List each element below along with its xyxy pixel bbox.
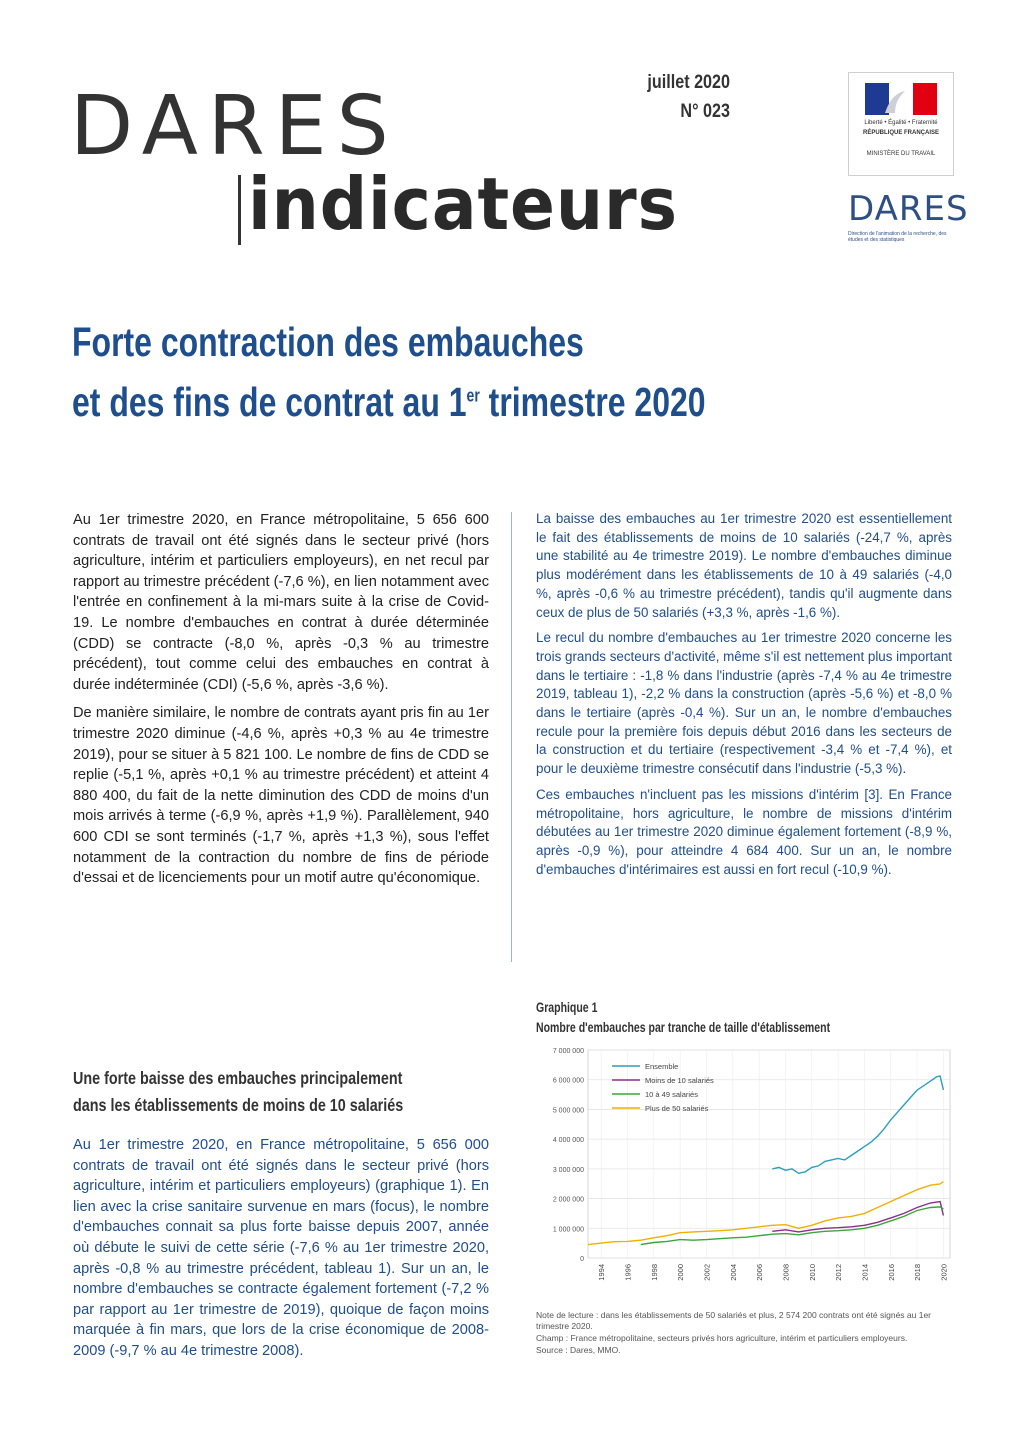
intro-paragraph-1: Au 1er trimestre 2020, en France métropolitaine, 5 656 600 contrats de travail ont été signés dans le secteur privé (hors agriculture, intérim et particuliers employeurs), en net recul par rapport au trimestre précédent (-7,6 %), en lien notamment avec l'entrée en confinement à la mi-mars suite à la crise de Covid-19. Le nombre d'embauches en contrat à durée déterminée (CDD) se contracte (-8,0 %, après -0,3 % au trimestre précédent), tout comme celui des embauches en contrat à durée indéterminée (CDI) (-5,6 %, après -3,6 %). <box>73 512 489 693</box>
x-tick-label: 2008 <box>781 1264 791 1281</box>
title-line2-suffix: trimestre 2020 <box>479 379 706 425</box>
x-tick-label: 2010 <box>807 1264 817 1281</box>
legend-label: Moins de 10 salariés <box>645 1076 714 1085</box>
embauches-line-chart <box>532 1044 962 1300</box>
column-divider <box>511 512 512 962</box>
chart-title: Nombre d'embauches par tranche de taille d'établissement <box>536 1020 831 1035</box>
chart-label: Graphique 1 <box>536 1000 598 1015</box>
dares-logo-tagline: Direction de l'animation de la recherche, des études et des statistiques <box>848 231 947 243</box>
x-tick-label: 2002 <box>702 1264 712 1281</box>
logo-motto: Liberté • Égalité • Fraternité <box>864 120 938 126</box>
x-tick-label: 1994 <box>597 1264 607 1281</box>
chart-note-lecture: Note de lecture : dans les établissements de 50 salariés et plus, 2 574 200 contrats ont été signés au 1er trimestre 2020. <box>536 1310 932 1331</box>
legend-label: Plus de 50 salariés <box>645 1104 709 1113</box>
section-paragraph-1: Au 1er trimestre 2020, en France métropolitaine, 5 656 000 contrats de travail ont été signés dans le secteur privé (hors agriculture, intérim et particuliers employeurs) (graphique 1). En lien avec la crise sanitaire survenue en mars (focus), le nombre d'embauches connait sa plus forte baisse depuis 2007, année où débute le suivi de cette série (-7,6 % au 1er trimestre 2020, après -0,8 % au trimestre précédent, tableau 1). Sur un an, le nombre d'embauches se contracte également fortement (-7,2 % par rapport au 1er trimestre de 2019), quoique de façon moins marquée à fin mars, que lors de la crise économique de 2008-2009 (-9,7 % au 4e trimestre 2008). <box>73 1137 489 1359</box>
y-tick-label: 6 000 000 <box>552 1077 584 1085</box>
section-heading-line2: dans les établissements de moins de 10 salariés <box>73 1095 404 1115</box>
y-tick-label: 5 000 000 <box>552 1107 584 1115</box>
plot-area <box>588 1050 950 1258</box>
x-tick-label: 2014 <box>860 1264 870 1281</box>
chart-note-champ: Champ : France métropolitaine, secteurs privés hors agriculture, intérim et particuliers employeurs. <box>536 1333 908 1343</box>
right-paragraph-2: Le recul du nombre d'embauches au 1er trimestre 2020 concerne les trois grands secteurs d'activité, même s'il est nettement plus important dans le tertiaire : -1,8 % dans l'industrie (après -7,4 % au 4e trimestre 2019, tableau 1), -2,2 % dans la construction (après -5,6 %) et -8,0 % dans le tertiaire (après -0,4 %). Sur un an, le nombre d'embauches recule pour la première fois depuis début 2016 dans les secteurs de la construction et du tertiaire (respectivement -3,4 % et -7,4 %), et pour le deuxième trimestre consécutif dans l'industrie (-5,3 %). <box>536 630 952 777</box>
chart-note-source: Source : Dares, MMO. <box>536 1345 621 1355</box>
dares-logo: DARES <box>848 189 969 229</box>
x-tick-label: 1996 <box>623 1264 633 1281</box>
intro-paragraph-2: De manière similaire, le nombre de contrats ayant pris fin au 1er trimestre 2020 diminue (-4,6 %, après +0,3 % au 4e trimestre 2019), pour se situer à 5 821 100. Le nombre de fins de CDD se replie (-5,1 %, après +0,1 % au trimestre précédent) et atteint 4 880 400, du fait de la nette diminution des CDD de moins d'un mois arrivés à terme (-6,9 %, après +1,9 %). Parallèlement, 940 600 CDI se sont terminés (-1,7 %, après +1,3 %), sous l'effet notamment de la contraction du nombre de fins de période d'essai et de licenciements pour un motif autre qu'économique. <box>73 705 489 887</box>
publication-number: N° 023 <box>680 101 730 122</box>
government-logo <box>848 72 954 176</box>
right-paragraph-3: Ces embauches n'incluent pas les missions d'intérim [3]. En France métropolitaine, hors agriculture, le nombre de missions d'intérim débutées au 1er trimestre 2020 diminue également fortement (-8,9 %, après -0,9 %), pour atteindre 4 684 400. Sur un an, le nombre d'embauches d'intérimaires est aussi en fort recul (-10,9 %). <box>536 786 952 877</box>
publication-subtitle: indicateurs <box>248 162 678 246</box>
x-tick-label: 2020 <box>939 1264 949 1281</box>
logo-republic: RÉPUBLIQUE FRANÇAISE <box>862 130 939 136</box>
legend-label: Ensemble <box>645 1062 679 1071</box>
publication-date: juillet 2020 <box>647 72 730 93</box>
y-tick-label: 1 000 000 <box>552 1226 584 1234</box>
x-tick-label: 2006 <box>755 1264 765 1281</box>
y-tick-label: 4 000 000 <box>552 1137 584 1145</box>
article-title-line2 <box>72 379 706 425</box>
x-tick-label: 2004 <box>728 1264 738 1281</box>
x-tick-label: 2016 <box>886 1264 896 1281</box>
y-tick-label: 3 000 000 <box>552 1166 584 1174</box>
y-tick-label: 7 000 000 <box>552 1048 584 1055</box>
chart-notes <box>536 1310 956 1357</box>
legend-label: 10 à 49 salariés <box>645 1090 698 1099</box>
y-tick-label: 0 <box>580 1256 584 1263</box>
title-line2-prefix: et des fins de contrat au 1 <box>72 379 467 425</box>
intro-column <box>73 510 489 897</box>
logo-ministry: MINISTÈRE DU TRAVAIL <box>866 151 936 157</box>
section-heading-line1: Une forte baisse des embauches principalement <box>73 1068 403 1088</box>
right-paragraph-1: La baisse des embauches au 1er trimestre 2020 est essentiellement le fait des établissements de moins de 10 salariés (-24,7 %, après une stabilité au 4e trimestre 2019). Le nombre d'embauches diminue plus modérément dans les établissements de 10 à 49 salariés (-4,0 %, après -0,6 % au trimestre précédent), tandis qu'il augmente dans ceux de plus de 50 salariés (+3,3 %, après -1,6 %). <box>536 511 952 620</box>
title-line2-sup: er <box>466 385 480 406</box>
right-column <box>536 510 952 886</box>
x-tick-label: 2000 <box>676 1264 686 1281</box>
dares-wordmark: DARES <box>70 79 399 174</box>
article-title-line1: Forte contraction des embauches <box>72 319 584 365</box>
section-body <box>73 1135 489 1370</box>
x-tick-label: 1998 <box>649 1264 659 1281</box>
x-tick-label: 2012 <box>834 1264 844 1281</box>
x-tick-label: 2018 <box>913 1264 923 1281</box>
section-heading <box>73 1065 417 1119</box>
y-tick-label: 2 000 000 <box>552 1196 584 1204</box>
wordmark-divider <box>238 175 241 245</box>
marianne-flag-icon <box>865 83 937 115</box>
